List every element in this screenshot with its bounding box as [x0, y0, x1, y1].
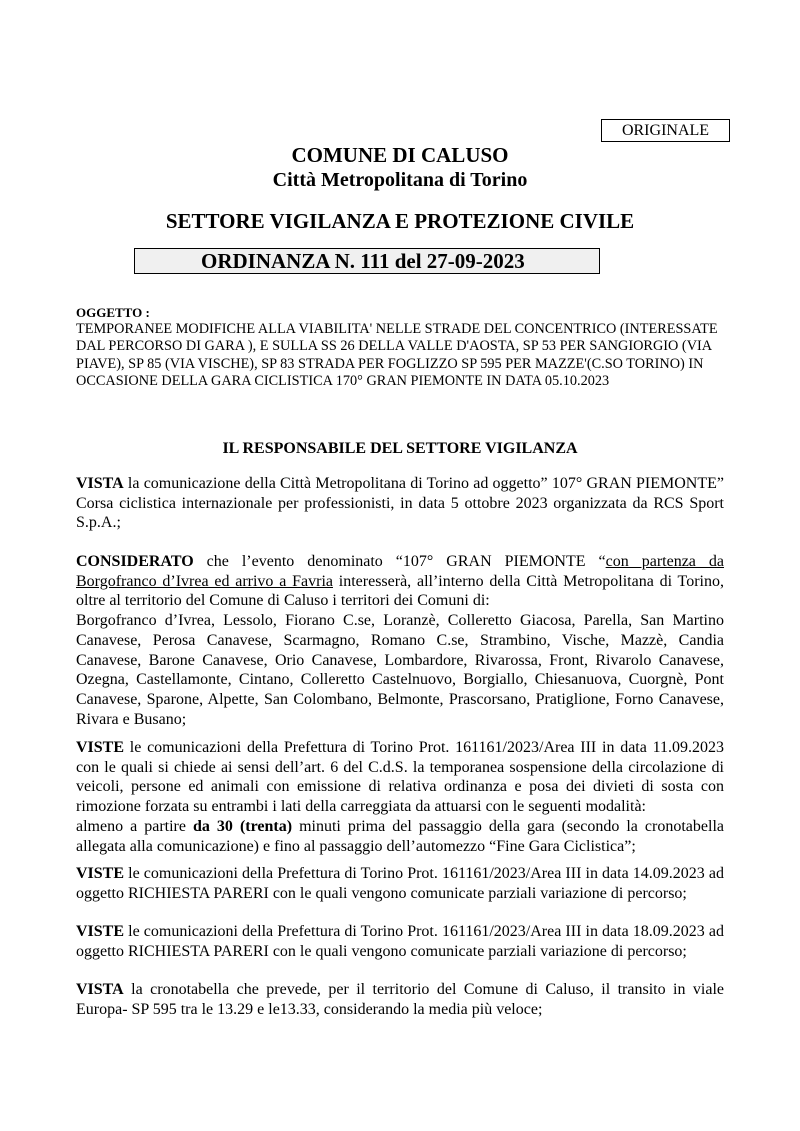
paragraph-viste-prefettura-3 — [76, 922, 724, 961]
paragraph-text: le comunicazioni della Prefettura di Torino Prot. 161161/2023/Area III in data 11.09.2023 con le quali si chiede ai sensi dell’art. 6 del C.d.S. la temporanea sospensione della circolazione di veicoli, persone ed animali con emissione di relativa ordinanza e posa dei divieti di sosta con rimozione forzata su entrambi i lati della carreggiata da attuarsi con le seguenti modalità: — [76, 739, 724, 816]
time-bold-text: da 30 (trenta) — [193, 817, 293, 835]
towns-list: Borgofranco d’Ivrea, Lessolo, Fiorano C.se, Loranzè, Colleretto Giacosa, Parella, San Martino Canavese, Perosa Canavese, Scarmagno, Romano C.se, Strambino, Vische, Mazzè, Candia Canavese, Barone Canavese, Orio Canavese, Lombardore, Rivarossa, Front, Rivarolo Canavese, Ozegna, Castellamonte, Cintano, Colleretto Castelnuovo, Borgiallo, Chiesanuova, Cuorgnè, Pont Canavese, Sparone, Alpette, San Colombano, Belmonte, Prascorsano, Pratiglione, Forno Canavese, Rivara e Busano; — [76, 612, 724, 728]
paragraph-considerato — [76, 552, 724, 729]
paragraph-text: le comunicazioni della Prefettura di Torino Prot. 161161/2023/Area III in data 18.09.2023 ad oggetto RICHIESTA PARERI con le quali vengono comunicate parziali variazione di percorso; — [76, 923, 724, 960]
paragraph-vista-cronotabella — [76, 980, 724, 1019]
paragraph-vista-communication — [76, 474, 724, 533]
municipality-title: COMUNE DI CALUSO — [291, 143, 509, 167]
paragraph-text: minuti prima del passaggio della gara (secondo la cronotabella allegata alla comunicazione) e fino al passaggio dell’automezzo “Fine Gara Ciclistica”; — [76, 817, 724, 855]
subject-text: TEMPORANEE MODIFICHE ALLA VIABILITA' NELLE STRADE DEL CONCENTRICO (INTERESSATE DAL PERCORSO DI GARA ), E SULLA SS 26 DELLA VALLE D'AOSTA, SP 53 PER SANGIORGIO (VIA PIAVE), SP 85 (VIA VISCHE), SP 83 STRADA PER FOGLIZZO SP 595 PER MAZZE'(C.SO TORINO) IN OCCASIONE DELLA GARA CICLISTICA 170° GRAN PIEMONTE IN DATA 05.10.2023 — [76, 321, 718, 389]
paragraph-lead: VISTE — [76, 923, 125, 940]
paragraph-viste-prefettura-2 — [76, 864, 724, 903]
paragraph-lead: CONSIDERATO — [76, 553, 194, 570]
original-stamp-box: ORIGINALE — [601, 119, 730, 142]
paragraph-text: che l’evento denominato “107° GRAN PIEMONTE “ — [193, 553, 606, 570]
paragraph-text: le comunicazioni della Prefettura di Torino Prot. 161161/2023/Area III in data 14.09.2023 ad oggetto RICHIESTA PARERI con le quali vengono comunicate parziali variazione di percorso; — [76, 865, 724, 902]
paragraph-lead: VISTE — [76, 739, 125, 756]
paragraph-lead: VISTA — [76, 981, 124, 998]
paragraph-lead: VISTE — [76, 865, 125, 882]
paragraph-text: interesserà, all’interno della Città Metropolitana di Torino, oltre al territorio del Comune di Caluso i territori dei Comuni di: — [76, 572, 724, 610]
paragraph-text: la comunicazione della Città Metropolitana di Torino ad oggetto” 107° GRAN PIEMONTE” Corsa ciclistica internazionale per professionisti, in data 5 ottobre 2023 organizzata da RCS Sport S.p.A.; — [76, 475, 724, 532]
sector-title: SETTORE VIGILANZA E PROTEZIONE CIVILE — [165, 209, 635, 233]
paragraph-lead: VISTA — [76, 475, 124, 492]
ordinance-number-box: ORDINANZA N. 111 del 27-09-2023 — [134, 248, 600, 274]
responsible-heading: IL RESPONSABILE DEL SETTORE VIGILANZA — [222, 440, 578, 457]
paragraph-viste-prefettura-1 — [76, 738, 724, 856]
metro-city-subtitle: Città Metropolitana di Torino — [272, 169, 528, 191]
paragraph-text: la cronotabella che prevede, per il territorio del Comune di Caluso, il transito in viale Europa- SP 595 tra le 13.29 e le13.33, considerando la media più veloce; — [76, 981, 724, 1018]
subject-label: OGGETTO : — [76, 305, 150, 320]
paragraph-text: almeno a partire — [76, 817, 194, 835]
route-underlined-text: con partenza da Borgofranco d’Ivrea ed arrivo a Favria — [76, 553, 725, 590]
